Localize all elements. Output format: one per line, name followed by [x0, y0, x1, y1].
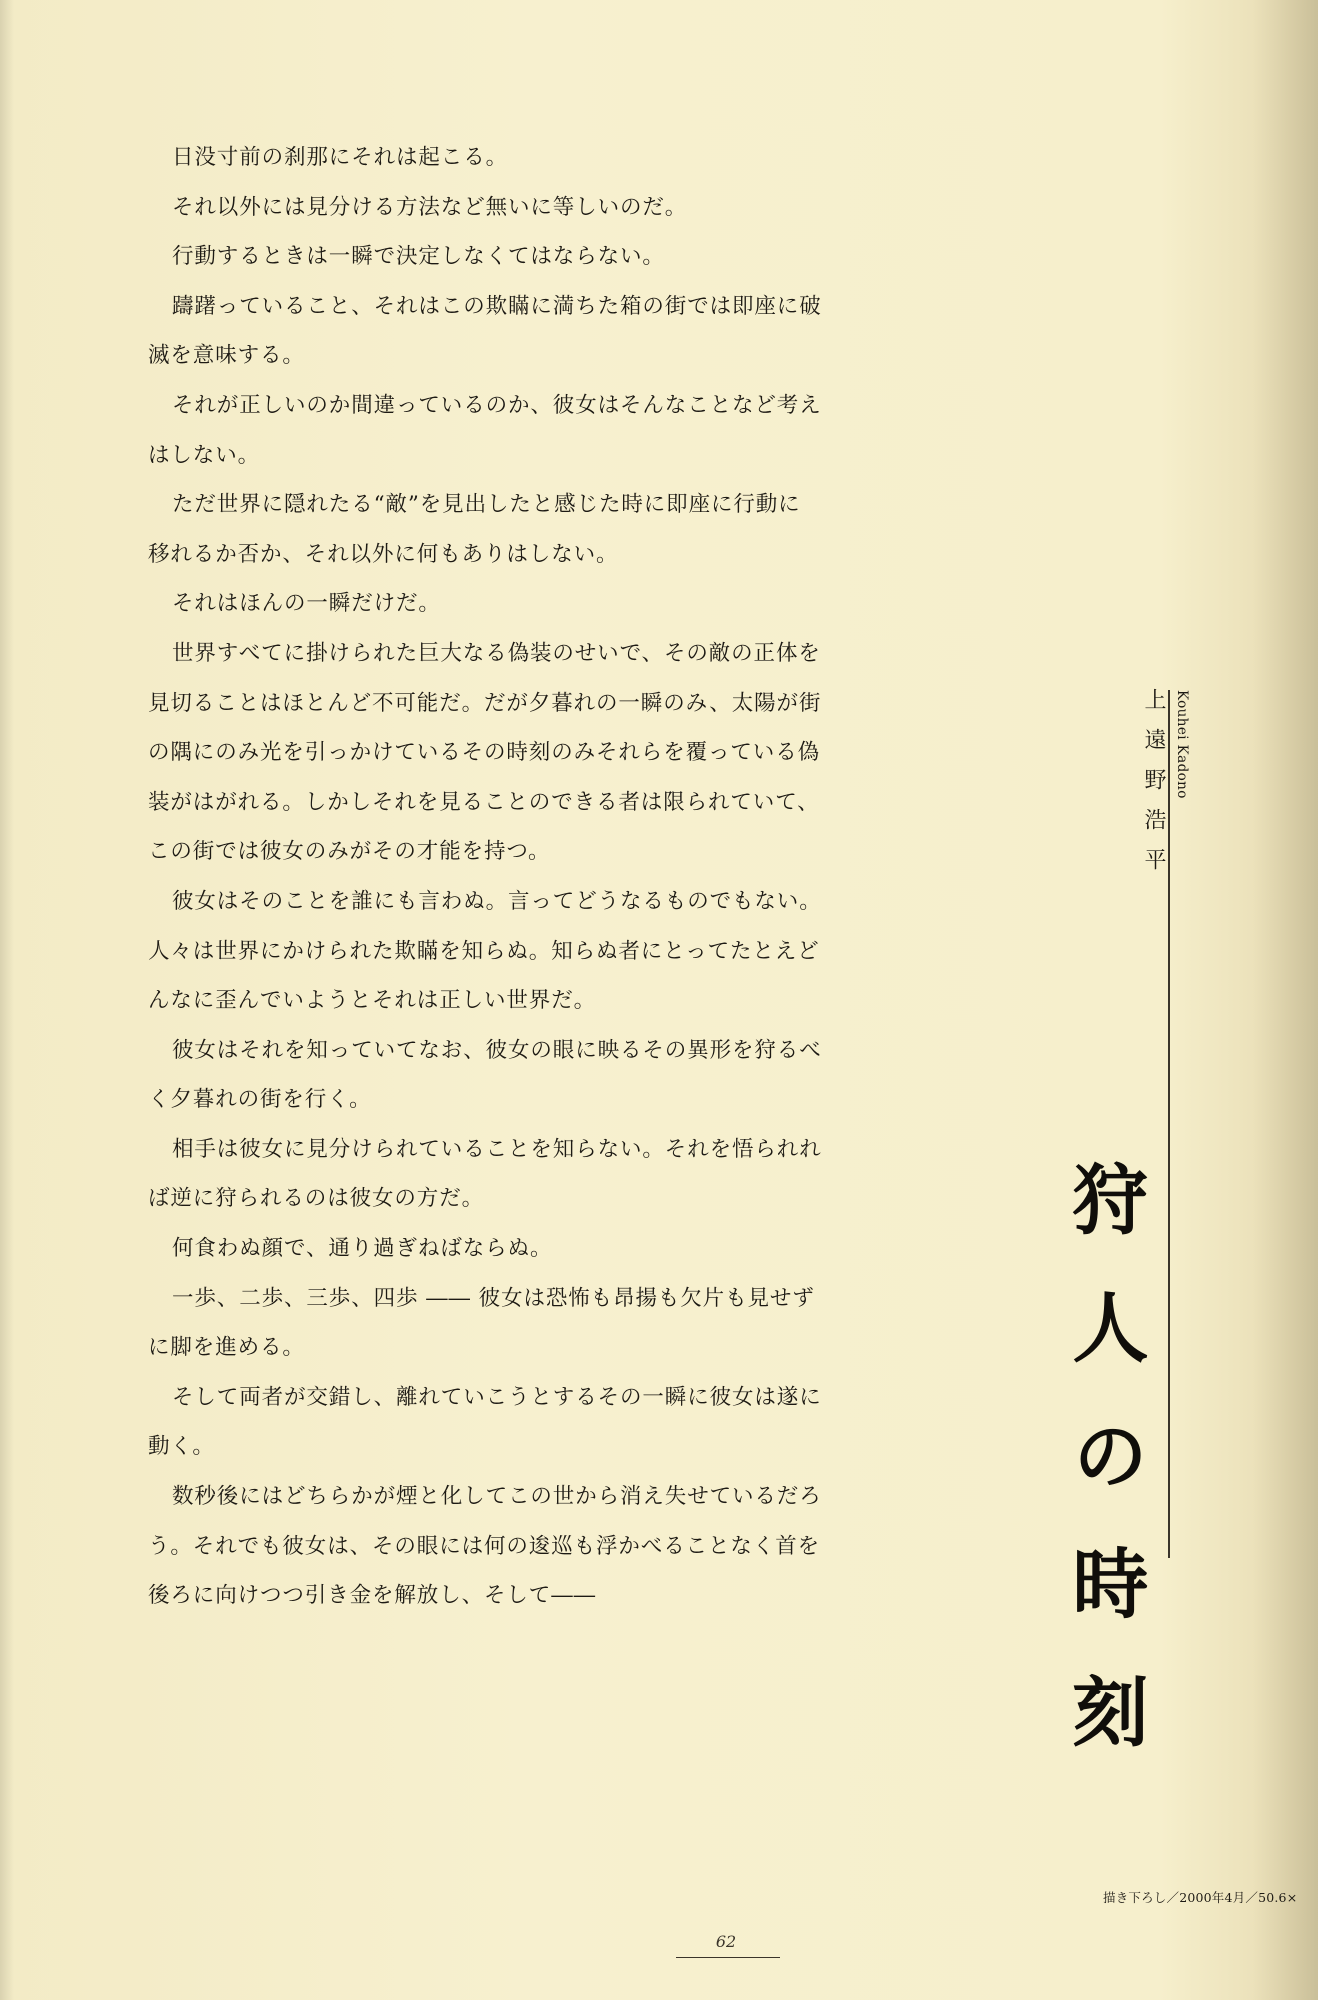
author-name-romanized: Kouhei Kadono	[1174, 690, 1190, 799]
body-line: 装がはがれる。しかしそれを見ることのできる者は限られていて、	[148, 789, 820, 815]
body-line: に脚を進める。	[148, 1335, 305, 1361]
body-line: う。それでも彼女は、その眼には何の逡巡も浮かべることなく首を	[148, 1533, 821, 1559]
title-rule	[1168, 690, 1170, 1558]
body-line: ば逆に狩られるのは彼女の方だ。	[148, 1186, 485, 1212]
body-line: 移れるか否か、それ以外に何もありはしない。	[148, 541, 619, 567]
body-line: 相手は彼女に見分けられていることを知らない。それを悟られれ	[172, 1136, 822, 1162]
story-title: 狩人の時刻	[1060, 1160, 1149, 1800]
story-body-text	[148, 133, 822, 1621]
body-line: 後ろに向けつつ引き金を解放し、そして――	[148, 1583, 597, 1609]
body-line: 滅を意味する。	[148, 343, 305, 369]
author-name-japanese: 上遠野浩平	[1141, 688, 1166, 888]
body-line: それが正しいのか間違っているのか、彼女はそんなことなど考え	[172, 392, 822, 418]
body-line: 見切ることはほとんど不可能だ。だが夕暮れの一瞬のみ、太陽が街	[148, 690, 822, 716]
page-gutter-shadow	[0, 0, 14, 2000]
body-line: の隅にのみ光を引っかけているその時刻のみそれらを覆っている偽	[148, 740, 821, 766]
page-number-rule	[676, 1957, 780, 1958]
body-line: 動く。	[148, 1434, 215, 1460]
body-line: 日没寸前の刹那にそれは起こる。	[172, 145, 509, 170]
body-line: 彼女はそれを知っていてなお、彼女の眼に映るその異形を狩るべ	[172, 1037, 822, 1063]
body-line: 何食わぬ顔で、通り過ぎねばならぬ。	[172, 1236, 553, 1262]
body-line: はしない。	[148, 442, 261, 468]
body-line: く夕暮れの街を行く。	[148, 1087, 372, 1113]
body-line: そして両者が交錯し、離れていこうとするその一瞬に彼女は遂に	[172, 1384, 822, 1410]
body-line: 数秒後にはどちらかが煙と化してこの世から消え失せているだろ	[172, 1484, 822, 1510]
page-number: 62	[715, 1932, 737, 1951]
body-line: 行動するときは一瞬で決定しなくてはならない。	[172, 244, 665, 270]
body-line: んなに歪んでいようとそれは正しい世界だ。	[148, 988, 597, 1014]
body-line: 躊躇っていること、それはこの欺瞞に満ちた箱の街では即座に破	[172, 293, 822, 319]
body-line: それはほんの一瞬だけだ。	[172, 591, 441, 617]
publication-credit: 描き下ろし／2000年4月／50.6×	[1103, 1890, 1298, 1905]
body-line: 人々は世界にかけられた欺瞞を知らぬ。知らぬ者にとってたとえど	[148, 938, 820, 964]
body-line: 彼女はそのことを誰にも言わぬ。言ってどうなるものでもない。	[172, 888, 822, 914]
body-line: それ以外には見分ける方法など無いに等しいのだ。	[172, 194, 688, 220]
body-line: ただ世界に隠れたる“敵”を見出したと感じた時に即座に行動に	[172, 492, 801, 518]
body-line: 世界すべてに掛けられた巨大なる偽装のせいで、その敵の正体を	[172, 640, 821, 666]
body-line: 一歩、二歩、三歩、四歩 ―― 彼女は恐怖も昂揚も欠片も見せず	[172, 1285, 815, 1311]
body-line: この街では彼女のみがその才能を持つ。	[148, 839, 551, 865]
